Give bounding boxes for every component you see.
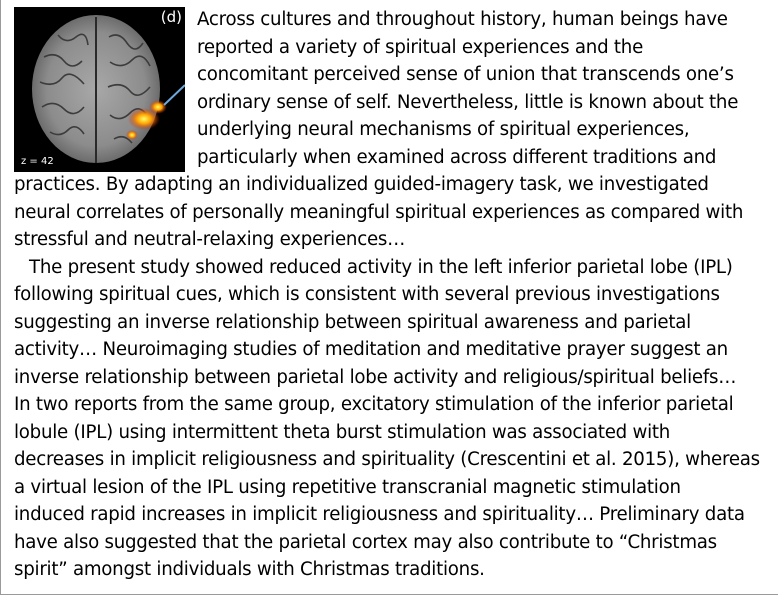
- text-line: activity… Neuroimaging studies of meditation and meditative prayer suggest an: [14, 339, 728, 360]
- text-line: neural correlates of personally meaningful spiritual experiences as compared with: [14, 201, 744, 223]
- text-line: spirit” amongst individuals with Christmas traditions.: [14, 559, 485, 580]
- text-line: suggesting an inverse relationship between spiritual awareness and parietal: [14, 311, 691, 333]
- text-line: reported a variety of spiritual experiences and the: [197, 36, 644, 58]
- text-line: following spiritual cues, which is consistent with several previous investigations: [14, 284, 720, 305]
- body-text: [14, 6, 774, 584]
- text-line: inverse relationship between parietal lobe activity and religious/spiritual beliefs…: [14, 366, 737, 388]
- text-line: have also suggested that the parietal cortex may also contribute to “Christmas: [14, 531, 717, 553]
- text-line: practices. By adapting an individualized guided-imagery task, we investigated: [14, 174, 709, 195]
- text-line: lobule (IPL) using intermittent theta burst stimulation was associated with: [14, 421, 671, 443]
- text-line: The present study showed reduced activity in the left inferior parietal lobe (IPL): [29, 256, 733, 278]
- text-line: In two reports from the same group, excitatory stimulation of the inferior parietal: [14, 394, 734, 415]
- panel-label: (d): [160, 8, 182, 26]
- text-line: a virtual lesion of the IPL using repetitive transcranial magnetic stimulation: [14, 476, 681, 498]
- slice-label: z = 42: [21, 156, 54, 167]
- text-line: ordinary sense of self. Nevertheless, little is known about the: [197, 91, 739, 113]
- text-line: stressful and neutral-relaxing experiences…: [14, 229, 406, 250]
- text-line: particularly when examined across different traditions and: [197, 146, 717, 168]
- text-line: induced rapid increases in implicit religiousness and spirituality… Preliminary data: [14, 504, 745, 525]
- text-line: Across cultures and throughout history, human beings have: [197, 9, 728, 30]
- text-line: underlying neural mechanisms of spiritual experiences,: [197, 119, 690, 140]
- text-line: decreases in implicit religiousness and spirituality (Crescentini et al. 2015), whereas: [14, 449, 760, 470]
- text-line: concomitant perceived sense of union that transcends one’s: [197, 64, 734, 85]
